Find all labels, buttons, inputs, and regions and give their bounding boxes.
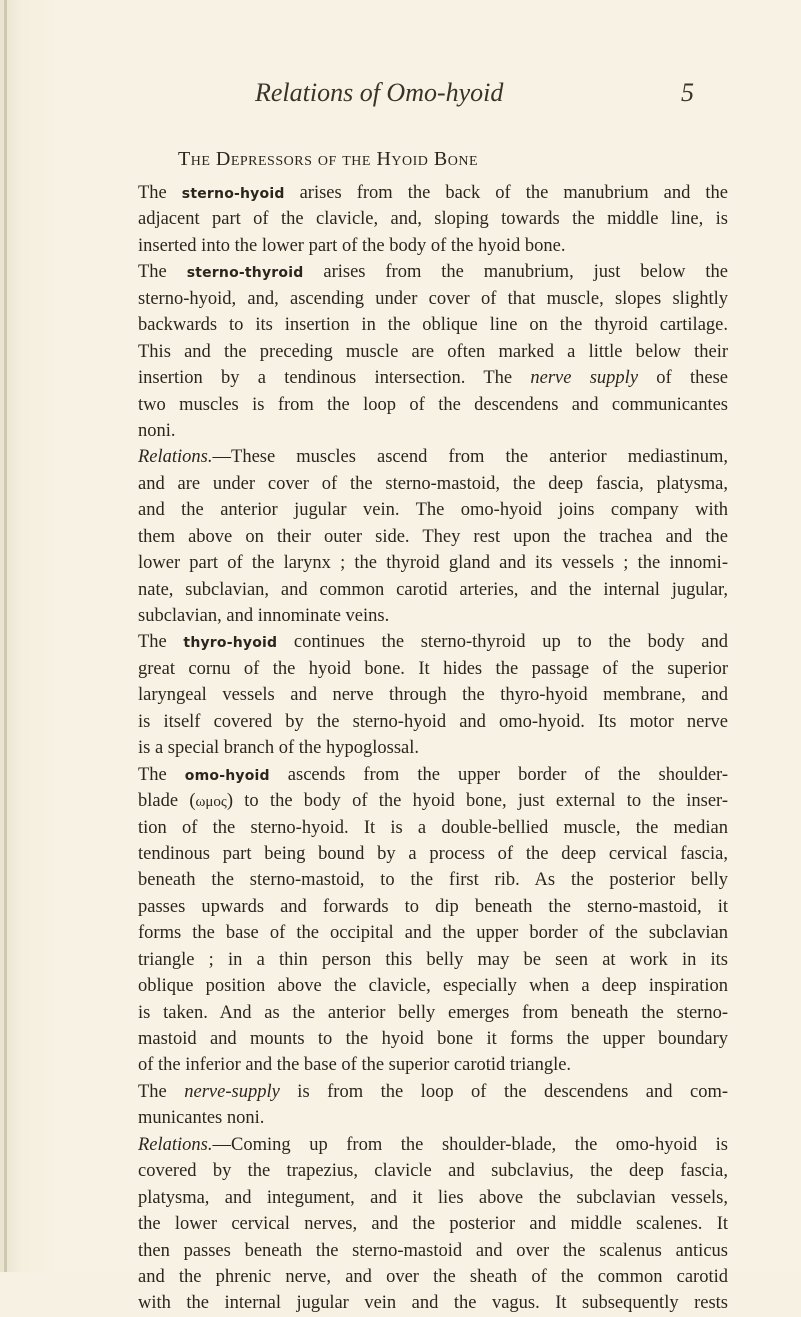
text-line: backwards to its insertion in the oblique line on the thyroid cartilage. <box>138 315 728 336</box>
greek-term: ωμος <box>195 794 227 811</box>
text-line: municantes noni. <box>138 1108 265 1129</box>
text-line: blade (ωμος) to the body of the hyoid bone, just external to the inser- <box>138 791 728 812</box>
text-line: and the phrenic nerve, and over the sheath of the common carotid <box>138 1266 728 1287</box>
text-line: platysma, and integument, and it lies above the subclavian vessels, <box>138 1187 728 1208</box>
text-line: laryngeal vessels and nerve through the thyro-hyoid membrane, and <box>138 685 728 706</box>
muscle-name-omo-hyoid: omo-hyoid <box>184 767 270 784</box>
text-line: is a special branch of the hypoglossal. <box>138 738 420 759</box>
text-line: The thyro-hyoid continues the sterno-thyroid up to the body and <box>138 632 728 653</box>
text-line: of the inferior and the base of the superior carotid triangle. <box>138 1055 572 1076</box>
text-line: covered by the trapezius, clavicle and subclavius, the deep fascia, <box>138 1161 728 1182</box>
text-line: The sterno-thyroid arises from the manubrium, just below the <box>138 262 728 283</box>
muscle-name-sterno-thyroid: sterno-thyroid <box>186 265 304 282</box>
text-line: then passes beneath the sterno-mastoid and over the scalenus anticus <box>138 1240 728 1261</box>
text-line: noni. <box>138 420 176 441</box>
text-line: two muscles is from the loop of the descendens and communicantes <box>138 394 728 415</box>
text-line: nate, subclavian, and common carotid arteries, and the internal jugular, <box>138 579 728 600</box>
text-line: forms the base of the occipital and the upper border of the subclavian <box>138 923 728 944</box>
text-line: The sterno-hyoid arises from the back of the manubrium and the <box>138 183 728 203</box>
text-line: inserted into the lower part of the body of the hyoid bone. <box>138 235 566 256</box>
relations-heading: Relations. <box>138 447 213 468</box>
text-line: mastoid and mounts to the hyoid bone it forms the upper boundary <box>138 1029 728 1049</box>
running-head: Relations of Omo-hyoid <box>255 78 504 107</box>
nerve-supply-term: nerve-supply <box>184 1081 280 1102</box>
text-line: sterno-hyoid, and, ascending under cover of that muscle, slopes slightly <box>138 288 728 309</box>
text-line: oblique position above the clavicle, especially when a deep inspiration <box>138 976 728 997</box>
text-line: The nerve-supply is from the loop of the descendens and com- <box>138 1081 728 1102</box>
nerve-supply-term: nerve supply <box>530 368 639 389</box>
text-line: This and the preceding muscle are often marked a little below their <box>138 341 728 362</box>
text-line: and are under cover of the sterno-mastoid, the deep fascia, platysma, <box>138 473 728 494</box>
text-line: passes upwards and forwards to dip beneath the sterno-mastoid, it <box>138 896 728 917</box>
text-line: tendinous part being bound by a process of the deep cervical fascia, <box>138 843 728 864</box>
text-line: is itself covered by the sterno-hyoid and omo-hyoid. Its motor nerve <box>138 711 728 732</box>
relations-heading: Relations. <box>138 1134 213 1155</box>
text-line: Relations.—These muscles ascend from the anterior mediastinum, <box>138 447 728 468</box>
text-line: with the internal jugular vein and the vagus. It subsequently rests <box>138 1293 728 1314</box>
text-line: adjacent part of the clavicle, and, sloping towards the middle line, is <box>138 209 728 230</box>
body-text <box>138 180 728 1317</box>
text-line: beneath the sterno-mastoid, to the first rib. As the posterior belly <box>138 870 728 891</box>
text-line: triangle ; in a thin person this belly may be seen at work in its <box>138 949 728 970</box>
text-line: insertion by a tendinous intersection. The nerve supply of these <box>138 368 728 389</box>
text-line: tion of the sterno-hyoid. It is a double-bellied muscle, the median <box>138 817 728 838</box>
muscle-name-thyro-hyoid: thyro-hyoid <box>183 635 278 652</box>
text-line: subclavian, and innominate veins. <box>138 606 390 626</box>
text-line: lower part of the larynx ; the thyroid gland and its vessels ; the innomi- <box>138 553 728 574</box>
text-line: the lower cervical nerves, and the posterior and middle scalenes. It <box>138 1214 728 1235</box>
text-line: and the anterior jugular vein. The omo-hyoid joins company with <box>138 500 728 521</box>
text-line: Relations.—Coming up from the shoulder-blade, the omo-hyoid is <box>138 1134 728 1155</box>
text-line: them above on their outer side. They rest upon the trachea and the <box>138 526 728 547</box>
page-number: 5 <box>681 78 694 107</box>
text-line: The omo-hyoid ascends from the upper border of the shoulder- <box>138 764 729 785</box>
text-line: great cornu of the hyoid bone. It hides the passage of the superior <box>138 658 728 679</box>
section-title: The Depressors of the Hyoid Bone <box>178 148 479 170</box>
text-line: is taken. And as the anterior belly emerges from beneath the sterno- <box>138 1002 728 1023</box>
muscle-name-sterno-hyoid: sterno-hyoid <box>181 186 285 202</box>
binding-gutter <box>4 0 7 1272</box>
